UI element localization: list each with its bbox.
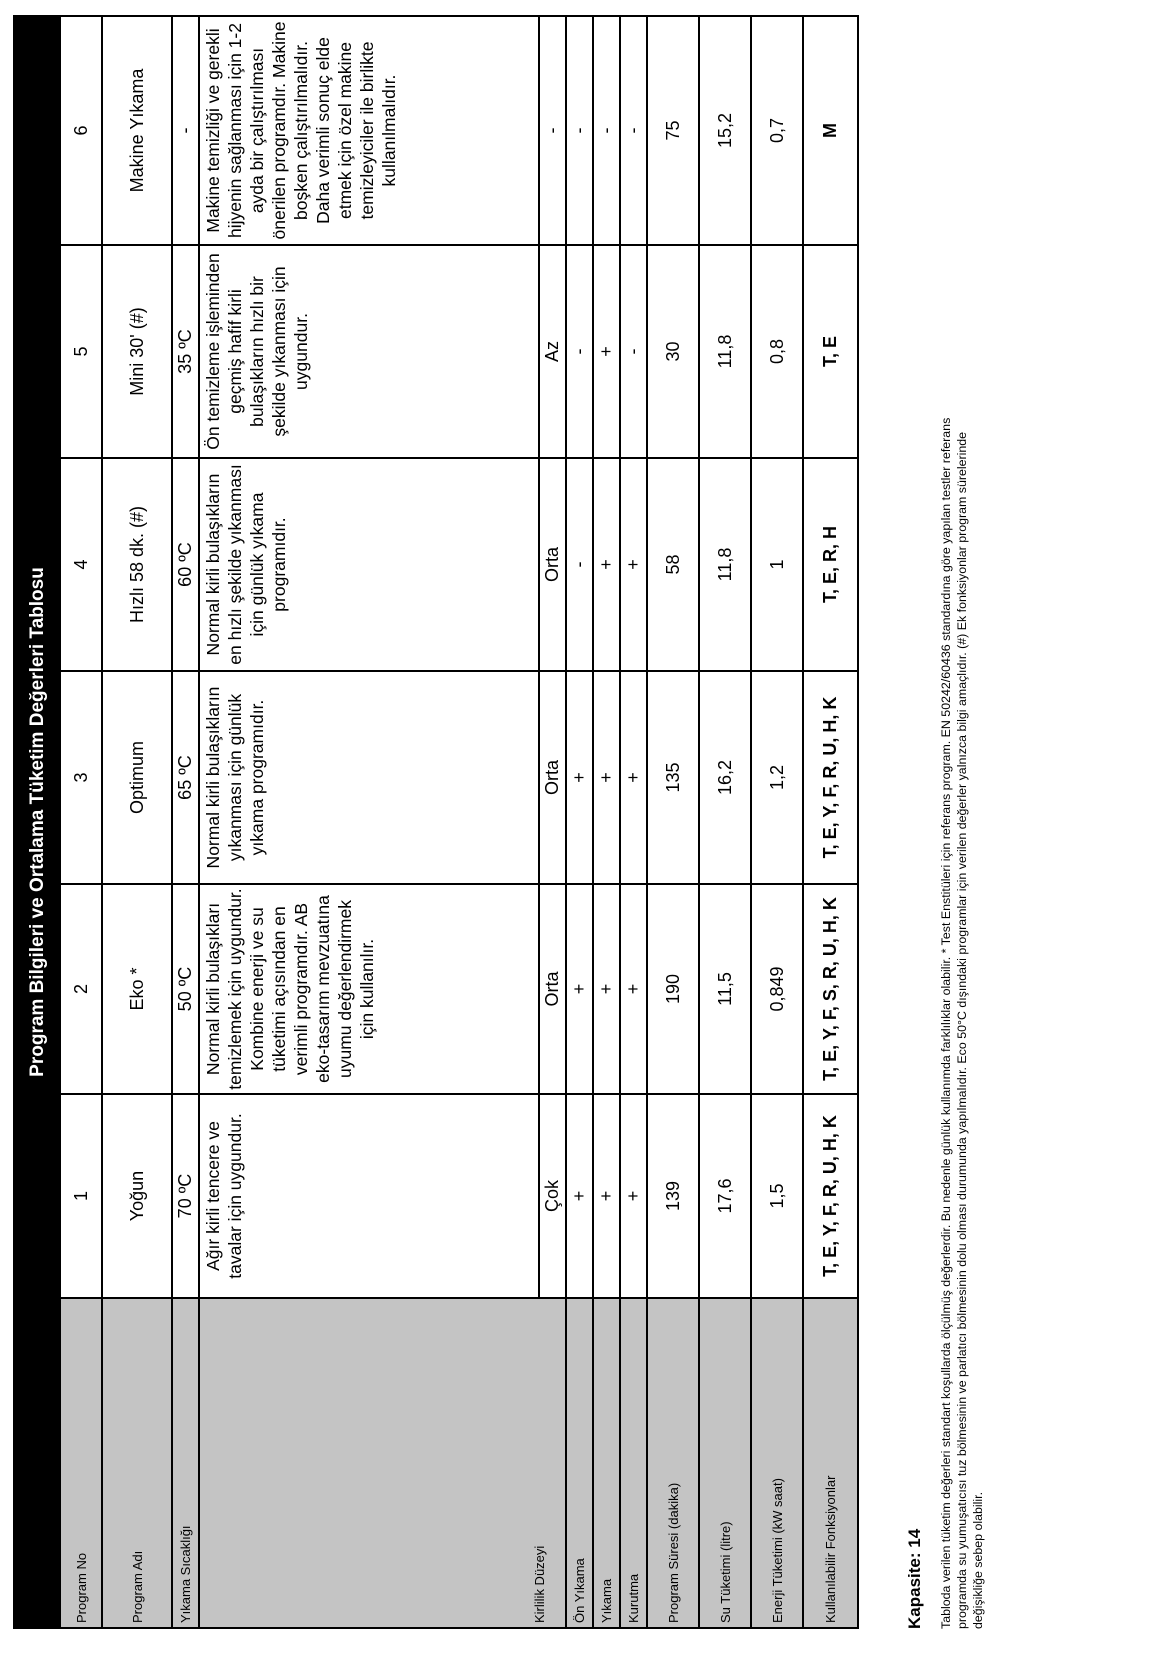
program-name: Yoğun bbox=[102, 1094, 172, 1298]
soil-level: Orta bbox=[539, 458, 566, 671]
program-no: 4 bbox=[60, 458, 102, 671]
water-value: 11,8 bbox=[699, 245, 751, 458]
energy-value: 0,849 bbox=[751, 884, 803, 1094]
wash-value: + bbox=[593, 671, 620, 884]
soil-level: Orta bbox=[539, 671, 566, 884]
program-description: Normal kirli bulaşıkların yıkanması için günlük yıkama programıdır. bbox=[199, 671, 539, 884]
soil-level: - bbox=[539, 16, 566, 245]
prewash-value: + bbox=[566, 1094, 593, 1298]
program-name: Mini 30' (#) bbox=[102, 245, 172, 458]
duration-value: 75 bbox=[647, 16, 699, 245]
functions-value: M bbox=[803, 16, 858, 245]
wash-value: + bbox=[593, 458, 620, 671]
row-label-soil-level: Kirlilik Düzeyi bbox=[199, 1298, 566, 1628]
program-no: 3 bbox=[60, 671, 102, 884]
dry-value: - bbox=[620, 245, 647, 458]
program-temperature: 60 ºC bbox=[172, 458, 199, 671]
program-no: 6 bbox=[60, 16, 102, 245]
energy-value: 0,8 bbox=[751, 245, 803, 458]
program-description: Normal kirli bulaşıkların en hızlı şekilde yıkanması için günlük yıkama programıdır. bbox=[199, 458, 539, 671]
soil-level: Az bbox=[539, 245, 566, 458]
capacity-label: Kapasite: 14 bbox=[905, 1528, 924, 1629]
row-label-duration: Program Süresi (dakika) bbox=[647, 1298, 699, 1628]
row-label-program-no: Program No bbox=[60, 1298, 102, 1628]
program-description: Ön temizleme işleminden geçmiş hafif kirli bulaşıkların hızlı bir şekilde yıkanması için uygundur. bbox=[199, 245, 539, 458]
program-name: Makine Yıkama bbox=[102, 16, 172, 245]
duration-value: 139 bbox=[647, 1094, 699, 1298]
water-value: 15,2 bbox=[699, 16, 751, 245]
wash-value: + bbox=[593, 245, 620, 458]
water-value: 11,8 bbox=[699, 458, 751, 671]
program-description: Ağır kirli tencere ve tavalar için uygundur. bbox=[199, 1094, 539, 1298]
program-name: Eko * bbox=[102, 884, 172, 1094]
water-value: 17,6 bbox=[699, 1094, 751, 1298]
program-temperature: - bbox=[172, 16, 199, 245]
program-table bbox=[13, 15, 859, 1629]
wash-value: - bbox=[593, 16, 620, 245]
row-label-program-name: Program Adı bbox=[102, 1298, 172, 1628]
functions-value: T, E, Y, F, R, U, H, K bbox=[803, 671, 858, 884]
dry-value: + bbox=[620, 1094, 647, 1298]
functions-value: T, E, Y, F, R, U, H, K bbox=[803, 1094, 858, 1298]
program-temperature: 65 ºC bbox=[172, 671, 199, 884]
energy-value: 1,2 bbox=[751, 671, 803, 884]
energy-value: 1 bbox=[751, 458, 803, 671]
program-temperature: 70 ºC bbox=[172, 1094, 199, 1298]
program-temperature: 50 ºC bbox=[172, 884, 199, 1094]
prewash-value: - bbox=[566, 458, 593, 671]
prewash-value: + bbox=[566, 884, 593, 1094]
program-description: Makine temizliği ve gerekli hijyenin sağlanması için 1-2 ayda bir çalıştırılması önerilen programdır. Makine boşken çalıştırılmalıdır. Daha verimli sonuç elde etmek için özel makine temizleyiciler ile birlikte kullanılmalıdır. bbox=[199, 16, 539, 245]
energy-value: 0,7 bbox=[751, 16, 803, 245]
program-description: Normal kirli bulaşıkları temizlemek için uygundur. Kombine enerji ve su tüketimi açısından en verimli programdır. AB eko-tasarım mevzuatına uyumu değerlendirmek için kullanılır. bbox=[199, 884, 539, 1094]
functions-value: T, E bbox=[803, 245, 858, 458]
row-label-dry: Kurutma bbox=[620, 1298, 647, 1628]
table-title: Program Bilgileri ve Ortalama Tüketim Değerleri Tablosu bbox=[14, 16, 60, 1628]
footnote: Tabloda verilen tüketim değerleri standart koşullarda ölçülmüş değerlerdir. Bu nedenle günlük kullanımda farklılıklar olabilir. * Test Enstitüleri için referans program. EN 50242/60436 standardına göre yapılan testler referans programda su yumuşatıcısı tuz bölmesinin ve parlatıcı bölmesinin dolu olması durumunda yapılmalıdır. Eco 50°C dışındaki programlar için verilen değerler yalnızca bilgi amaçlıdır. (#) Ek fonksiyonlar program sürelerinde değişikliğe sebep olabilir. bbox=[939, 417, 985, 1629]
row-label-wash: Yıkama bbox=[593, 1298, 620, 1628]
row-label-functions: Kullanılabilir Fonksiyonlar bbox=[803, 1298, 858, 1628]
program-no: 2 bbox=[60, 884, 102, 1094]
program-name: Hızlı 58 dk. (#) bbox=[102, 458, 172, 671]
program-temperature: 35 ºC bbox=[172, 245, 199, 458]
row-label-temperature: Yıkama Sıcaklığı bbox=[172, 1298, 199, 1628]
program-no: 5 bbox=[60, 245, 102, 458]
functions-value: T, E, R, H bbox=[803, 458, 858, 671]
duration-value: 135 bbox=[647, 671, 699, 884]
duration-value: 30 bbox=[647, 245, 699, 458]
dry-value: + bbox=[620, 884, 647, 1094]
water-value: 11,5 bbox=[699, 884, 751, 1094]
row-label-water: Su Tüketimi (litre) bbox=[699, 1298, 751, 1628]
prewash-value: + bbox=[566, 671, 593, 884]
soil-level: Orta bbox=[539, 884, 566, 1094]
row-label-energy: Enerji Tüketimi (kW saat) bbox=[751, 1298, 803, 1628]
duration-value: 190 bbox=[647, 884, 699, 1094]
duration-value: 58 bbox=[647, 458, 699, 671]
dry-value: - bbox=[620, 16, 647, 245]
dry-value: + bbox=[620, 458, 647, 671]
row-label-prewash: Ön Yıkama bbox=[566, 1298, 593, 1628]
program-no: 1 bbox=[60, 1094, 102, 1298]
prewash-value: - bbox=[566, 245, 593, 458]
program-name: Optimum bbox=[102, 671, 172, 884]
prewash-value: - bbox=[566, 16, 593, 245]
soil-level: Çok bbox=[539, 1094, 566, 1298]
energy-value: 1,5 bbox=[751, 1094, 803, 1298]
wash-value: + bbox=[593, 884, 620, 1094]
dry-value: + bbox=[620, 671, 647, 884]
functions-value: T, E, Y, F, S, R, U, H, K bbox=[803, 884, 858, 1094]
wash-value: + bbox=[593, 1094, 620, 1298]
water-value: 16,2 bbox=[699, 671, 751, 884]
